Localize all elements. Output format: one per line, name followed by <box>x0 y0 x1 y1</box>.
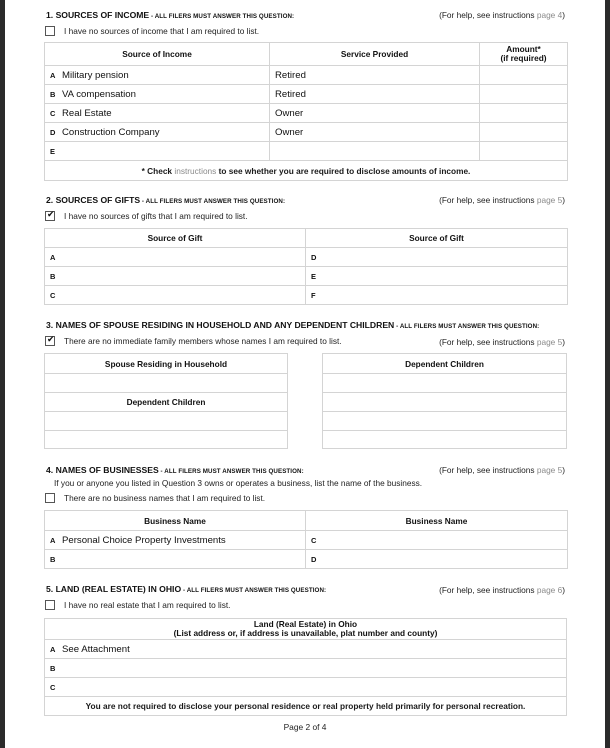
real-estate-note-row <box>45 697 567 716</box>
section4-checkbox-row <box>45 493 265 503</box>
no-gifts-checkbox[interactable] <box>45 211 55 221</box>
real-estate-table-header <box>45 619 567 640</box>
income-source: VA compensation <box>62 88 136 100</box>
income-table <box>44 42 568 181</box>
child-cell[interactable] <box>45 431 288 449</box>
income-source-cell[interactable] <box>45 85 270 104</box>
dependents-table <box>322 353 567 449</box>
section4-number: 4. <box>46 465 54 475</box>
section2-heading-suffix: - ALL FILERS MUST ANSWER THIS QUESTION: <box>140 198 286 205</box>
section4-heading: NAMES OF BUSINESSES <box>55 465 159 475</box>
help-text-end: ) <box>562 195 565 205</box>
col-business-name: Business Name <box>45 511 306 531</box>
col-dependent-children: Dependent Children <box>45 393 288 412</box>
real-estate-table <box>44 618 567 716</box>
real-estate-cell[interactable] <box>45 659 567 678</box>
help-page-link[interactable]: page 4 <box>536 10 563 20</box>
col-amount-sub: (if required) <box>500 53 547 63</box>
business-cell[interactable] <box>45 531 306 550</box>
income-source-cell[interactable] <box>45 104 270 123</box>
income-source-cell[interactable] <box>45 66 270 85</box>
spouse-table <box>44 353 288 449</box>
real-estate-cell[interactable] <box>45 678 567 697</box>
row-label: C <box>50 108 56 118</box>
dependents-table-header <box>323 354 567 374</box>
table-row <box>323 393 567 412</box>
section2-heading: SOURCES OF GIFTS <box>55 195 141 205</box>
table-row <box>45 412 288 431</box>
row-label: B <box>50 89 56 99</box>
col-amount <box>480 43 568 66</box>
child-cell[interactable] <box>323 412 567 431</box>
row-label: B <box>50 663 56 673</box>
business-cell[interactable] <box>306 550 568 569</box>
col-amount-label: Amount* <box>506 44 541 54</box>
section5-number: 5. <box>46 584 54 594</box>
real-estate-cell[interactable] <box>45 640 567 659</box>
section1-heading: SOURCES OF INCOME <box>55 10 150 20</box>
child-cell[interactable] <box>323 431 567 449</box>
section1-title <box>46 10 294 20</box>
real-estate-value: See Attachment <box>62 643 130 655</box>
gift-cell[interactable] <box>45 286 306 305</box>
row-label: A <box>50 644 56 654</box>
service-provided: Owner <box>275 126 304 138</box>
row-label: F <box>311 290 316 300</box>
help-text: (For help, see instructions <box>439 337 537 347</box>
note-text: * Check <box>141 165 175 176</box>
no-family-checkbox-label: There are no immediate family members whose names I am required to list. <box>64 336 342 346</box>
gifts-table <box>44 228 568 305</box>
row-label: D <box>311 554 317 564</box>
section2-help <box>439 195 565 205</box>
col-service-provided: Service Provided <box>270 43 480 66</box>
row-label: E <box>50 146 56 156</box>
row-label: C <box>50 682 56 692</box>
table-row <box>45 659 567 678</box>
section1-heading-suffix: - ALL FILERS MUST ANSWER THIS QUESTION: <box>149 13 295 20</box>
service-cell[interactable] <box>270 142 480 161</box>
income-source: Construction Company <box>62 126 160 138</box>
table-row <box>45 550 568 569</box>
service-cell[interactable] <box>270 123 480 142</box>
section2-checkbox-row <box>45 211 248 221</box>
section3-checkbox-row <box>45 336 342 346</box>
child-cell[interactable] <box>45 412 288 431</box>
col-dependent-children: Dependent Children <box>323 354 567 374</box>
gift-cell[interactable] <box>306 248 568 267</box>
section2-title <box>46 195 285 205</box>
income-source-cell[interactable] <box>45 142 270 161</box>
no-family-checkbox[interactable] <box>45 336 55 346</box>
amount-cell[interactable] <box>480 104 568 123</box>
gift-cell[interactable] <box>45 248 306 267</box>
amount-cell[interactable] <box>480 123 568 142</box>
section5-help <box>439 585 565 595</box>
table-row <box>45 66 568 85</box>
table-row <box>45 431 288 449</box>
income-source: Real Estate <box>62 107 112 119</box>
spouse-table-header <box>45 354 288 374</box>
form-page <box>5 0 605 748</box>
no-income-checkbox-label: I have no sources of income that I am required to list. <box>64 26 260 36</box>
page-number: Page 2 of 4 <box>283 722 327 732</box>
no-gifts-checkbox-label: I have no sources of gifts that I am required to list. <box>64 211 248 221</box>
gift-cell[interactable] <box>306 286 568 305</box>
help-text: (For help, see instructions <box>439 195 537 205</box>
help-text-end: ) <box>562 465 565 475</box>
income-note <box>45 161 568 181</box>
row-label: A <box>50 252 56 262</box>
table-row <box>45 267 568 286</box>
section5-heading: LAND (REAL ESTATE) IN OHIO <box>55 584 182 594</box>
help-text-end: ) <box>562 337 565 347</box>
help-page-link[interactable]: page 5 <box>536 337 563 347</box>
row-label: C <box>50 290 56 300</box>
income-note-row <box>45 161 568 181</box>
row-label: B <box>50 554 56 564</box>
gift-cell[interactable] <box>45 267 306 286</box>
help-text: (For help, see instructions <box>439 465 537 475</box>
header-line2: (List address or, if address is unavailable, plat number and county) <box>173 628 438 638</box>
table-row <box>45 393 288 412</box>
help-page-link[interactable]: page 6 <box>536 585 563 595</box>
real-estate-note: You are not required to disclose your personal residence or real property held primarily for personal recreation. <box>45 697 567 716</box>
table-row <box>323 412 567 431</box>
business-table-header <box>45 511 568 531</box>
table-row <box>45 104 568 123</box>
service-provided: Retired <box>275 88 306 100</box>
no-real-estate-checkbox[interactable] <box>45 600 55 610</box>
table-row <box>323 374 567 393</box>
section5-checkbox-row <box>45 600 231 610</box>
no-income-checkbox[interactable] <box>45 26 55 36</box>
help-text: (For help, see instructions <box>439 10 537 20</box>
col-source-of-income: Source of Income <box>45 43 270 66</box>
help-page-link[interactable]: page 5 <box>536 195 563 205</box>
no-business-checkbox[interactable] <box>45 493 55 503</box>
service-cell[interactable] <box>270 66 480 85</box>
note-text-end: to see whether you are required to disclose amounts of income. <box>216 165 471 176</box>
section4-instruction: If you or anyone you listed in Question 3 owns or operates a business, list the name of the business. <box>54 478 423 488</box>
table-row <box>45 123 568 142</box>
no-real-estate-checkbox-label: I have no real estate that I am required to list. <box>64 600 231 610</box>
amount-cell[interactable] <box>480 142 568 161</box>
row-label: D <box>50 127 56 137</box>
table-row <box>45 248 568 267</box>
col-source-of-gift: Source of Gift <box>45 229 306 248</box>
instructions-link[interactable]: instructions <box>174 165 217 176</box>
section3-heading-suffix: - ALL FILERS MUST ANSWER THIS QUESTION: <box>394 323 540 330</box>
section4-heading-suffix: - ALL FILERS MUST ANSWER THIS QUESTION: <box>158 468 304 475</box>
table-row <box>45 85 568 104</box>
service-cell[interactable] <box>270 104 480 123</box>
section1-help <box>439 10 565 20</box>
col-business-name: Business Name <box>306 511 568 531</box>
income-source: Military pension <box>62 69 129 81</box>
row-label: A <box>50 535 56 545</box>
section4-title <box>46 465 304 475</box>
section2-number: 2. <box>46 195 54 205</box>
section1-checkbox-row <box>45 26 259 36</box>
help-page-link[interactable]: page 5 <box>536 465 563 475</box>
amount-cell[interactable] <box>480 85 568 104</box>
business-cell[interactable] <box>45 550 306 569</box>
service-cell[interactable] <box>270 85 480 104</box>
col-source-of-gift: Source of Gift <box>306 229 568 248</box>
table-row <box>45 640 567 659</box>
row-label: C <box>311 535 317 545</box>
section1-number: 1. <box>46 10 54 20</box>
section3-title <box>46 320 539 330</box>
table-row <box>45 286 568 305</box>
child-cell[interactable] <box>323 374 567 393</box>
section3-number: 3. <box>46 320 54 330</box>
service-provided: Retired <box>275 69 306 81</box>
row-label: D <box>311 252 317 262</box>
business-cell[interactable] <box>306 531 568 550</box>
table-row <box>45 374 288 393</box>
no-business-checkbox-label: There are no business names that I am required to list. <box>64 493 266 503</box>
income-source-cell[interactable] <box>45 123 270 142</box>
section3-help <box>439 337 565 347</box>
col-land-real-estate <box>45 619 567 640</box>
gift-cell[interactable] <box>306 267 568 286</box>
business-name: Personal Choice Property Investments <box>62 534 226 546</box>
table-row <box>45 531 568 550</box>
header-line1: Land (Real Estate) in Ohio <box>253 618 358 629</box>
table-row <box>323 431 567 449</box>
help-text-end: ) <box>562 10 565 20</box>
section3-heading: NAMES OF SPOUSE RESIDING IN HOUSEHOLD AND ANY DEPENDENT CHILDREN <box>55 320 395 330</box>
table-row <box>45 142 568 161</box>
business-table <box>44 510 568 569</box>
income-table-header <box>45 43 568 66</box>
section4-help <box>439 465 565 475</box>
row-label: B <box>50 271 56 281</box>
help-text-end: ) <box>562 585 565 595</box>
service-provided: Owner <box>275 107 304 119</box>
amount-cell[interactable] <box>480 66 568 85</box>
row-label: E <box>311 271 317 281</box>
section5-heading-suffix: - ALL FILERS MUST ANSWER THIS QUESTION: <box>181 587 327 594</box>
help-text: (For help, see instructions <box>439 585 537 595</box>
table-row <box>45 678 567 697</box>
col-spouse-residing: Spouse Residing in Household <box>45 354 288 374</box>
spouse-cell[interactable] <box>45 374 288 393</box>
section5-title <box>46 584 326 594</box>
row-label: A <box>50 70 56 80</box>
gifts-table-header <box>45 229 568 248</box>
child-cell[interactable] <box>323 393 567 412</box>
